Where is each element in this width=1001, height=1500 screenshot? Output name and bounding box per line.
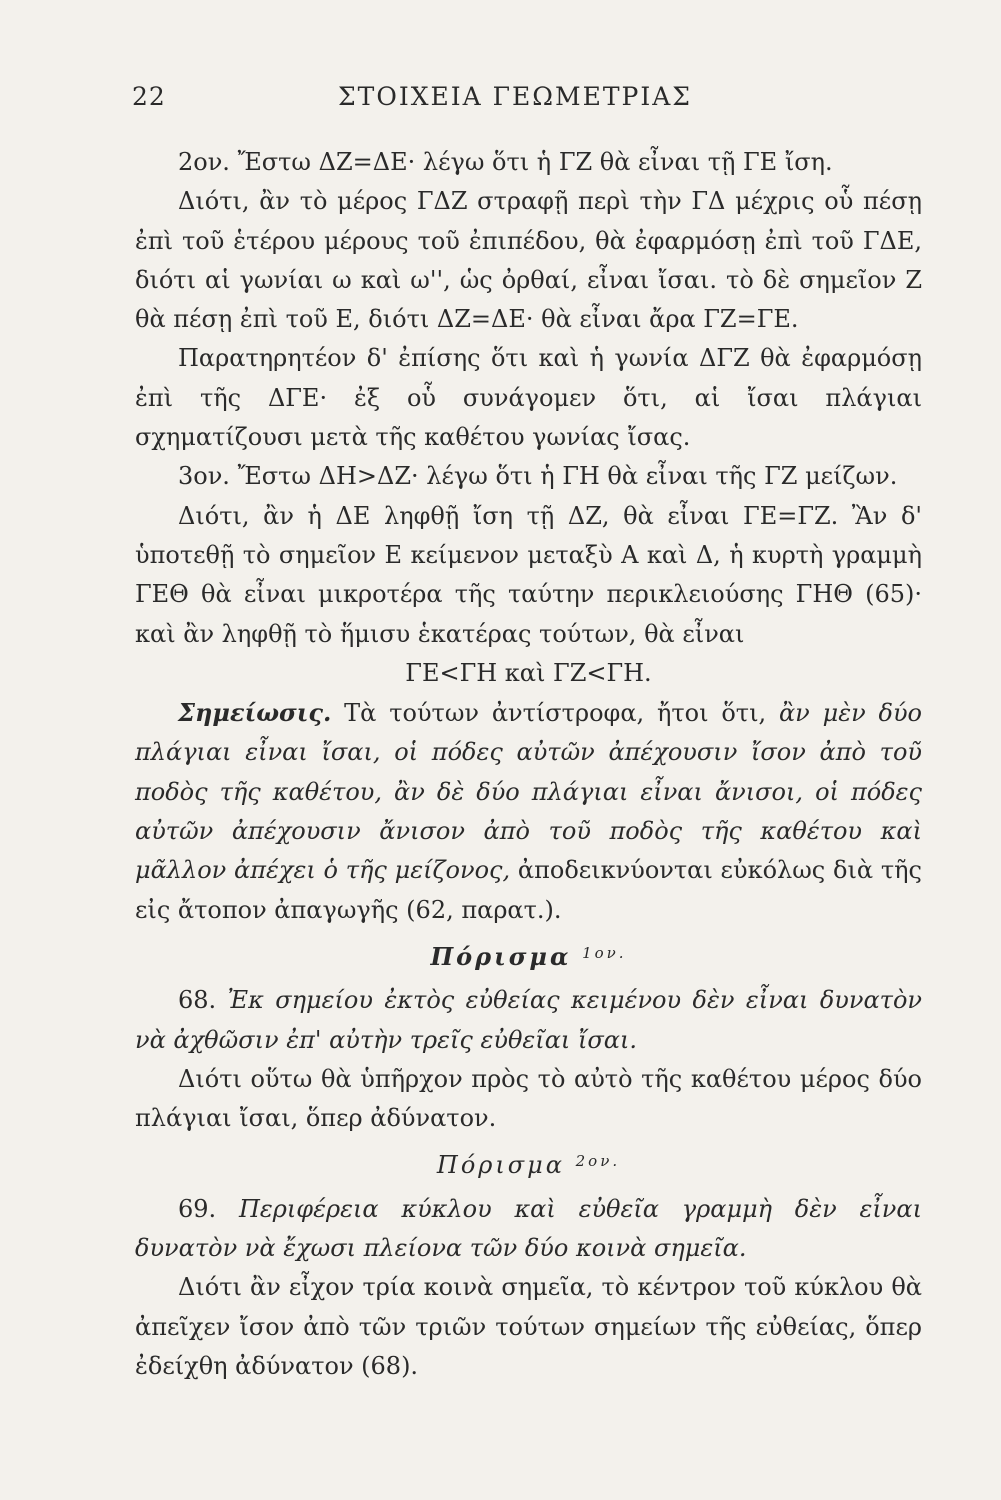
proposition-68-statement: Ἐκ σημείου ἐκτὸς εὐθείας κειμένου δὲν εἶναι δυνατὸν νὰ ἀχθῶσιν ἐπ' αὐτὴν τρεῖς εὐθεῖαι ἴσαι. bbox=[135, 986, 922, 1054]
page-number: 22 bbox=[132, 82, 166, 111]
observation-paragraph: Παρατηρητέον δ' ἐπίσης ὅτι καὶ ἡ γωνία ΔΓΖ θὰ ἐφαρμόσῃ ἐπὶ τῆς ΔΓΕ· ἐξ οὗ συνάγομεν ὅτι, αἱ ἴσαι πλάγιαι σχηματίζουσι μετὰ τῆς καθέτου γωνίας ἴσας. bbox=[135, 344, 922, 452]
remark-label: Σημείωσις. bbox=[178, 698, 332, 728]
proposition-69-number: 69. bbox=[178, 1194, 217, 1223]
remark-end: ἀποδεικνύονται εὐκόλως διὰ τῆς εἰς ἄτοπον ἀπαγωγῆς (62, παρατ.). bbox=[135, 856, 922, 924]
corollary-2-heading: Πόρισμα $^{2o\nu.}$ bbox=[436, 1151, 621, 1180]
body-text bbox=[135, 143, 922, 1386]
corollary-1-ordinal: 1ον. bbox=[582, 943, 627, 962]
case-3-statement: 3ον. Ἔστω ΔΗ>ΔΖ· λέγω ὅτι ἡ ΓΗ θὰ εἶναι τῆς ΓΖ μείζων. bbox=[178, 462, 898, 491]
corollary-1-heading: Πόρισμα $^{1o\nu.}$ bbox=[430, 941, 627, 971]
proposition-68-number: 68. bbox=[178, 986, 217, 1015]
case-3-formula: ΓΕ<ΓΗ καὶ ΓΖ<ΓΗ. bbox=[405, 658, 652, 687]
corollary-2-ordinal: 2ον. bbox=[575, 1152, 621, 1171]
proposition-69-statement: Περιφέρεια κύκλου καὶ εὐθεῖα γραμμὴ δὲν εἶναι δυνατὸν νὰ ἔχωσι πλείονα τῶν δύο κοινὰ σημεῖα. bbox=[135, 1194, 922, 1263]
proposition-69-proof: Διότι ἂν εἶχον τρία κοινὰ σημεῖα, τὸ κέντρον τοῦ κύκλου θὰ ἀπεῖχεν ἴσον ἀπὸ τῶν τριῶν τούτων σημείων τῆς εὐθείας, ὅπερ ἐδείχθη ἀδύνατον (68). bbox=[135, 1273, 922, 1380]
case-2-proof: Διότι, ἂν τὸ μέρος ΓΔΖ στραφῇ περὶ τὴν ΓΔ μέχρις οὗ πέσῃ ἐπὶ τοῦ ἑτέρου μέρους τοῦ ἐπιπέδου, θὰ ἐφαρμόσῃ ἐπὶ τοῦ ΓΔΕ, διότι αἱ γωνίαι ω καὶ ω'', ὡς ὀρθαί, εἶναι ἴσαι. τὸ δὲ σημεῖον Ζ θὰ πέσῃ ἐπὶ τοῦ Ε, διότι ΔΖ=ΔΕ· θὰ εἶναι ἄρα ΓΖ=ΓΕ. bbox=[135, 187, 922, 334]
case-3-proof: Διότι, ἂν ἡ ΔΕ ληφθῇ ἴση τῇ ΔΖ, θὰ εἶναι ΓΕ=ΓΖ. Ἂν δ' ὑποτεθῇ τὸ σημεῖον Ε κείμενον μεταξὺ Α καὶ Δ, ἡ κυρτὴ γραμμὴ ΓΕΘ θὰ εἶναι μικροτέρα τῆς ταύτην περικλειούσης ΓΗΘ (65)· καὶ ἂν ληφθῇ τὸ ἥμισυ ἑκατέρας τούτων, θὰ εἶναι bbox=[135, 501, 922, 648]
case-2-statement: 2ον. Ἔστω ΔΖ=ΔΕ· λέγω ὅτι ἡ ΓΖ θὰ εἶναι τῇ ΓΕ ἴση. bbox=[178, 148, 833, 176]
proposition-69 bbox=[135, 1190, 922, 1269]
page-header bbox=[0, 82, 1001, 122]
remark-paragraph bbox=[135, 693, 922, 930]
running-title: ΣΤΟΙΧΕΙΑ ΓΕΩΜΕΤΡΙΑΣ bbox=[338, 82, 692, 111]
remark-italic-text: ἂν μὲν δύο πλάγιαι εἶναι ἴσαι, οἱ πόδες αὐτῶν ἀπέχουσιν ἴσον ἀπὸ τοῦ ποδὸς τῆς καθέτου, ἂν δὲ δύο πλάγιαι εἶναι ἄνισοι, οἱ πόδες αὐτῶν ἀπέχουσιν ἄνισον ἀπὸ τοῦ ποδὸς τῆς καθέτου καὶ μᾶλλον ἀπέχει ὁ τῆς μείζονος, bbox=[135, 699, 922, 885]
proposition-68 bbox=[135, 981, 922, 1060]
remark-intro: Τὰ τούτων ἀντίστροφα, ἤτοι ὅτι, bbox=[344, 699, 767, 728]
proposition-68-proof: Διότι οὕτω θὰ ὑπῆρχον πρὸς τὸ αὐτὸ τῆς καθέτου μέρος δύο πλάγιαι ἴσαι, ὅπερ ἀδύνατον. bbox=[135, 1064, 922, 1133]
